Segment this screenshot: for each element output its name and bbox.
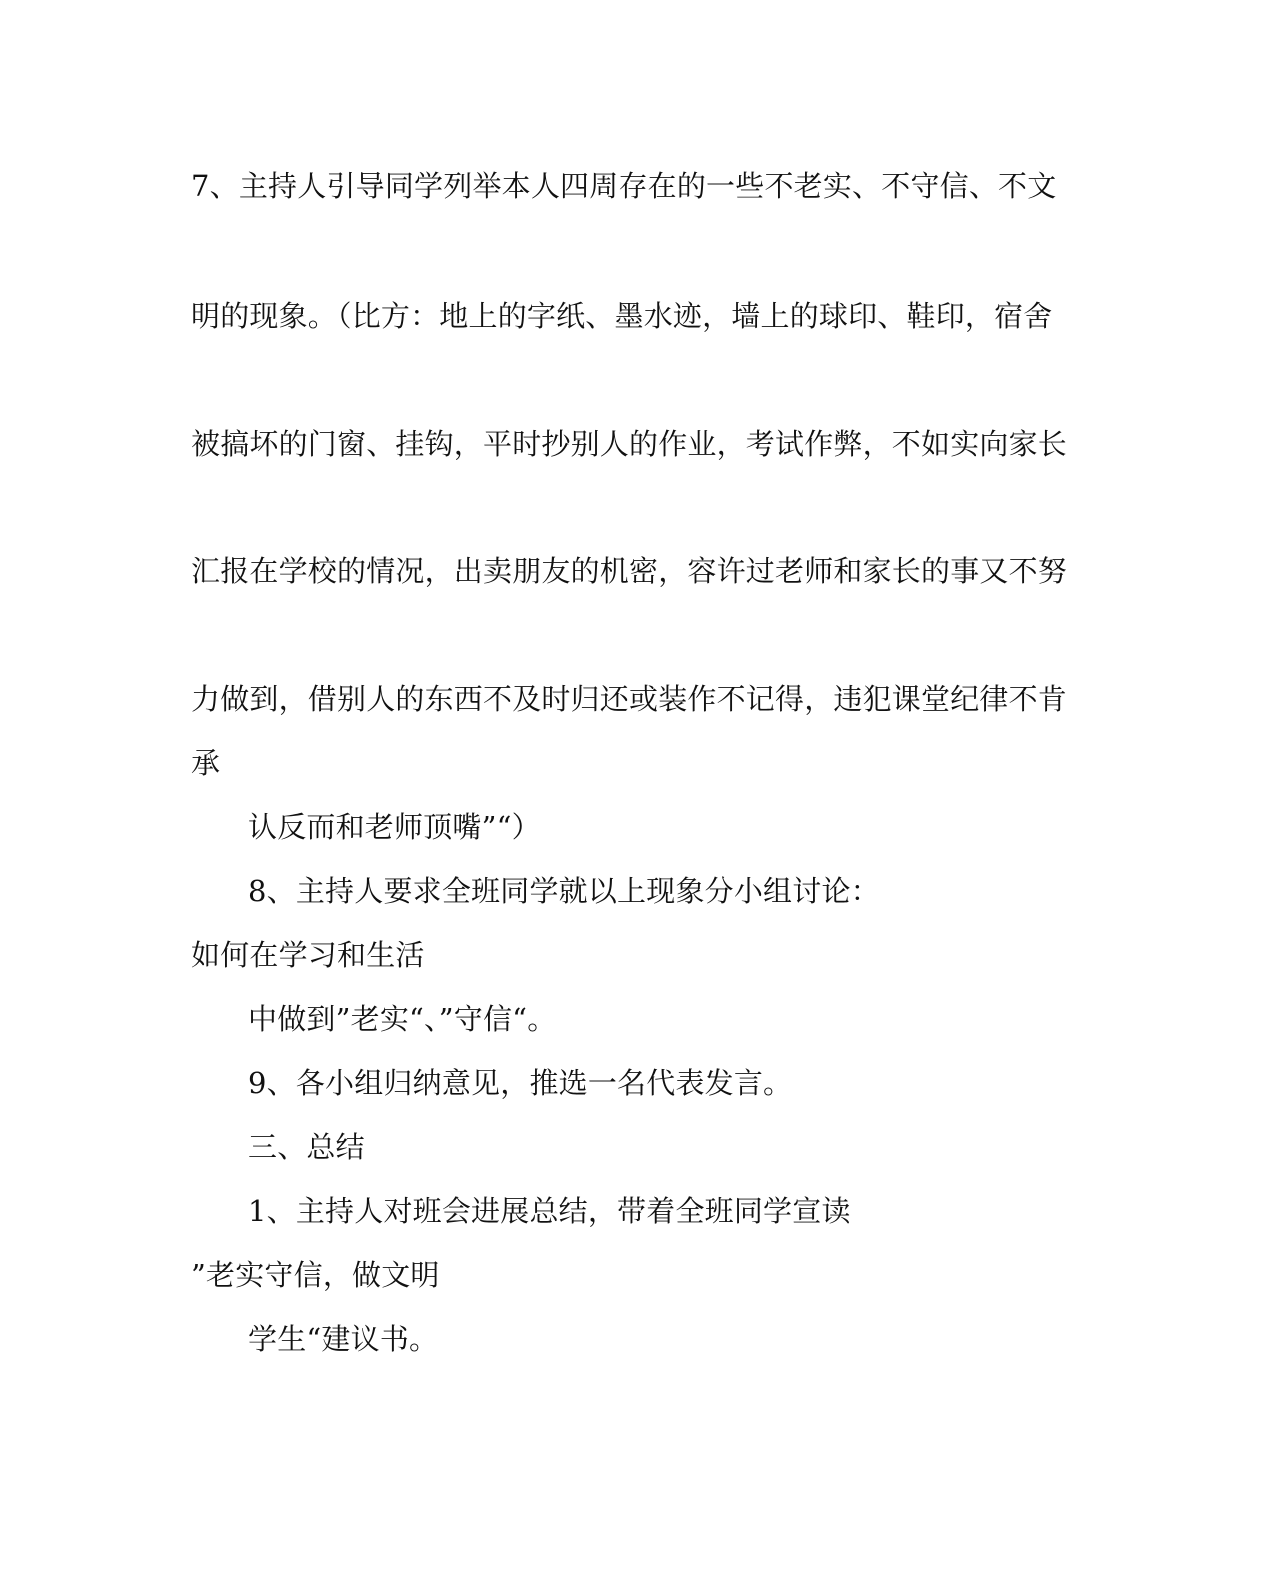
text-line-8: 8、主持人要求全班同学就以上现象分小组讨论： (248, 874, 880, 908)
text-line-2: 明的现象。（比方：地上的字纸、墨水迹，墙上的球印、鞋印，宿舍 (191, 299, 1053, 333)
text-line-9: 如何在学习和生活 (191, 938, 425, 972)
text-line-10: 中做到”老实“、”守信“。 (248, 1002, 557, 1036)
text-line-7: 认反而和老师顶嘴”“） (248, 810, 541, 844)
text-line-15: 学生“建议书。 (248, 1322, 439, 1356)
text-line-6: 承 (191, 746, 221, 780)
text-line-13: 1、主持人对班会进展总结，带着全班同学宣读 (248, 1194, 851, 1228)
text-line-1: 7、主持人引导同学列举本人四周存在的一些不老实、不守信、不文 (191, 169, 1057, 203)
section-heading-summary: 三、总结 (248, 1130, 365, 1164)
text-line-5: 力做到，借别人的东西不及时归还或装作不记得，违犯课堂纪律不肯 (191, 682, 1068, 716)
text-line-4: 汇报在学校的情况，出卖朋友的机密，容许过老师和家长的事又不努 (191, 554, 1068, 588)
text-line-14: ”老实守信，做文明 (191, 1258, 440, 1292)
text-line-11: 9、各小组归纳意见，推选一名代表发言。 (248, 1066, 793, 1100)
text-line-3: 被搞坏的门窗、挂钩，平时抄别人的作业，考试作弊，不如实向家长 (191, 427, 1068, 461)
